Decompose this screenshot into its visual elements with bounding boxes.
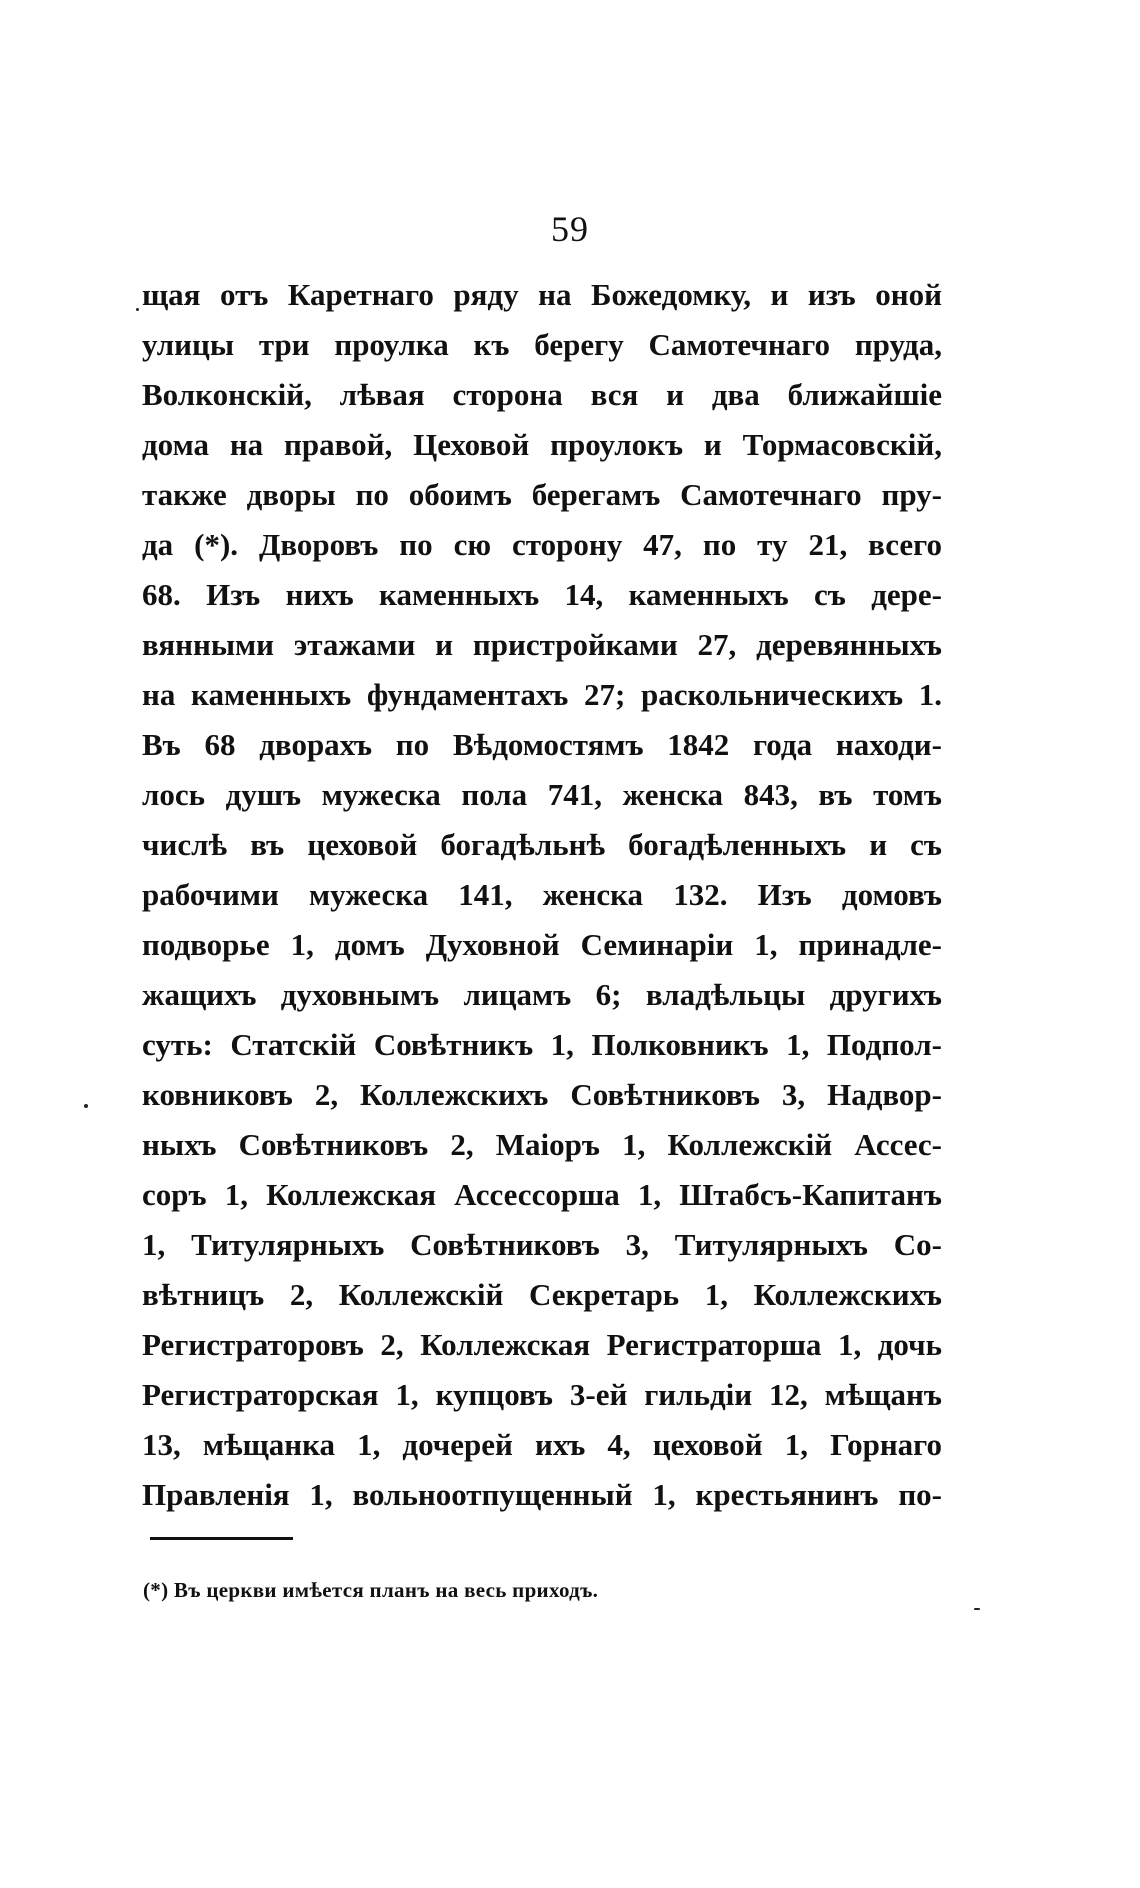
text-line: также дворы по обоимъ берегамъ Самотечнаго пру-: [142, 477, 942, 512]
text-line: 1, Титулярныхъ Совѣтниковъ 3, Титулярныхъ Со-: [142, 1227, 942, 1262]
text-line: 68. Изъ нихъ каменныхъ 14, каменныхъ съ дере-: [142, 577, 942, 612]
text-line: Въ 68 дворахъ по Вѣдомостямъ 1842 года находи-: [142, 727, 942, 762]
text-line: улицы три проулка къ берегу Самотечнаго пруда,: [142, 327, 942, 362]
text-line: жащихъ духовнымъ лицамъ 6; владѣльцы другихъ: [142, 977, 942, 1012]
text-line: Регистраторовъ 2, Коллежская Регистраторша 1, дочь: [142, 1327, 942, 1362]
footnote-separator: [150, 1537, 293, 1540]
text-line: подворье 1, домъ Духовной Семинаріи 1, принадле-: [142, 927, 942, 962]
text-line: Правленія 1, вольноотпущенный 1, крестьянинъ по-: [142, 1477, 942, 1512]
text-line: Волконскій, лѣвая сторона вся и два ближайшіе: [142, 377, 942, 412]
text-line: суть: Статскій Совѣтникъ 1, Полковникъ 1, Подпол-: [142, 1027, 942, 1062]
text-line: ныхъ Совѣтниковъ 2, Маіоръ 1, Коллежскій Ассес-: [142, 1127, 942, 1162]
text-line: рабочими мужеска 141, женска 132. Изъ домовъ: [142, 877, 942, 912]
text-line: ковниковъ 2, Коллежскихъ Совѣтниковъ 3, Надвор-: [142, 1077, 942, 1112]
body-text: [142, 270, 942, 1520]
text-line: соръ 1, Коллежская Ассессорша 1, Штабсъ-Капитанъ: [142, 1177, 942, 1212]
print-speck: [84, 1104, 88, 1108]
footnote: (*) Въ церкви имѣется планъ на весь приходъ.: [143, 1578, 599, 1602]
print-speck: [974, 1608, 980, 1610]
text-line: да (*). Дворовъ по сю сторону 47, по ту 21, всего: [142, 527, 942, 562]
text-line: вянными этажами и пристройками 27, деревянныхъ: [142, 627, 942, 662]
page-number: 59: [551, 209, 589, 249]
text-line: Регистраторская 1, купцовъ 3-ей гильдіи 12, мѣщанъ: [142, 1377, 942, 1412]
text-line: 13, мѣщанка 1, дочерей ихъ 4, цеховой 1, Горнаго: [142, 1427, 942, 1462]
print-speck: [136, 308, 139, 311]
text-line: щая отъ Каретнаго ряду на Божедомку, и изъ оной: [142, 277, 942, 312]
text-line: дома на правой, Цеховой проулокъ и Тормасовскій,: [142, 427, 942, 462]
text-line: на каменныхъ фундаментахъ 27; раскольническихъ 1.: [142, 677, 942, 712]
text-line: вѣтницъ 2, Коллежскій Секретарь 1, Коллежскихъ: [142, 1277, 942, 1312]
text-line: числѣ въ цеховой богадѣльнѣ богадѣленныхъ и съ: [142, 827, 942, 862]
text-line: лось душъ мужеска пола 741, женска 843, въ томъ: [142, 777, 942, 812]
